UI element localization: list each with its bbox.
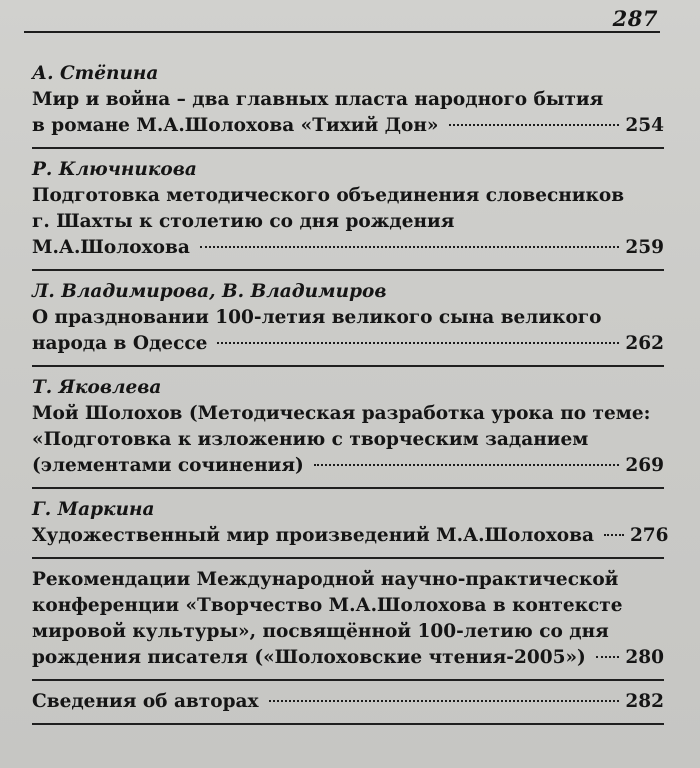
entry-title-last-line [32, 645, 664, 671]
toc-entry [32, 279, 664, 357]
entry-title-line: г. Шахты к столетию со дня рождения [32, 211, 455, 232]
entry-title-line: в романе М.А.Шолохова «Тихий Дон» [32, 115, 439, 136]
toc-entry [32, 375, 664, 479]
dot-leader [314, 464, 620, 466]
entry-page-number: 259 [625, 237, 664, 258]
toc-entry [32, 689, 664, 715]
entry-title-line: О праздновании 100-летия великого сына великого [32, 307, 602, 328]
entry-author: Л. Владимирова, В. Владимиров [32, 281, 387, 302]
entry-title-line: народа в Одессе [32, 333, 208, 354]
entry-title-line: рождения писателя («Шолоховские чтения-2005») [32, 647, 586, 668]
entry-title-last-line [32, 689, 664, 715]
dot-leader [604, 534, 624, 536]
dot-leader [449, 124, 620, 126]
entry-title-line: М.А.Шолохова [32, 237, 190, 258]
dot-leader [217, 342, 619, 344]
dot-leader [269, 700, 620, 702]
entry-title-line: (элементами сочинения) [32, 455, 304, 476]
entry-title-line: мировой культуры», посвящённой 100-летию со дня [32, 621, 609, 642]
entry-author: Р. Ключникова [32, 159, 197, 180]
entry-title-line: конференции «Творчество М.А.Шолохова в контексте [32, 595, 623, 616]
toc-entry [32, 61, 664, 139]
entry-title-line: Мир и война – два главных пласта народного бытия [32, 89, 604, 110]
entry-divider [32, 679, 664, 681]
entry-title-last-line [32, 453, 664, 479]
entry-title-line: Сведения об авторах [32, 691, 259, 712]
entry-page-number: 280 [625, 647, 664, 668]
entry-title-line: «Подготовка к изложению с творческим заданием [32, 429, 589, 450]
entry-page-number: 254 [625, 115, 664, 136]
entry-title-last-line [32, 113, 664, 139]
entry-author: Т. Яковлева [32, 377, 162, 398]
entry-title-last-line [32, 235, 664, 261]
entry-page-number: 282 [625, 691, 664, 712]
toc-entry [32, 157, 664, 261]
dot-leader [596, 656, 620, 658]
entry-page-number: 276 [629, 525, 669, 546]
entry-title-last-line [32, 331, 664, 357]
entry-author: Г. Маркина [32, 499, 155, 520]
entry-page-number: 269 [625, 455, 664, 476]
dot-leader [200, 246, 620, 248]
entry-divider [32, 557, 664, 559]
table-of-contents [32, 61, 669, 733]
toc-entry [32, 497, 669, 549]
entry-page-number: 262 [625, 333, 664, 354]
entry-title-line: Рекомендации Международной научно-практической [32, 569, 619, 590]
entry-divider [32, 269, 664, 271]
entry-title-line: Подготовка методического объединения словесников [32, 185, 625, 206]
entry-title-line: Художественный мир произведений М.А.Шолохова [32, 525, 594, 546]
entry-divider [32, 365, 664, 367]
header-rule [24, 31, 660, 33]
entry-divider [32, 487, 664, 489]
entry-title-last-line [32, 523, 669, 549]
entry-title-line: Мой Шолохов (Методическая разработка урока по теме: [32, 403, 651, 424]
toc-entry [32, 567, 664, 671]
entry-author: А. Стёпина [32, 63, 159, 84]
entry-divider [32, 147, 664, 149]
entry-divider [32, 723, 664, 725]
page-number: 287 [612, 6, 658, 31]
